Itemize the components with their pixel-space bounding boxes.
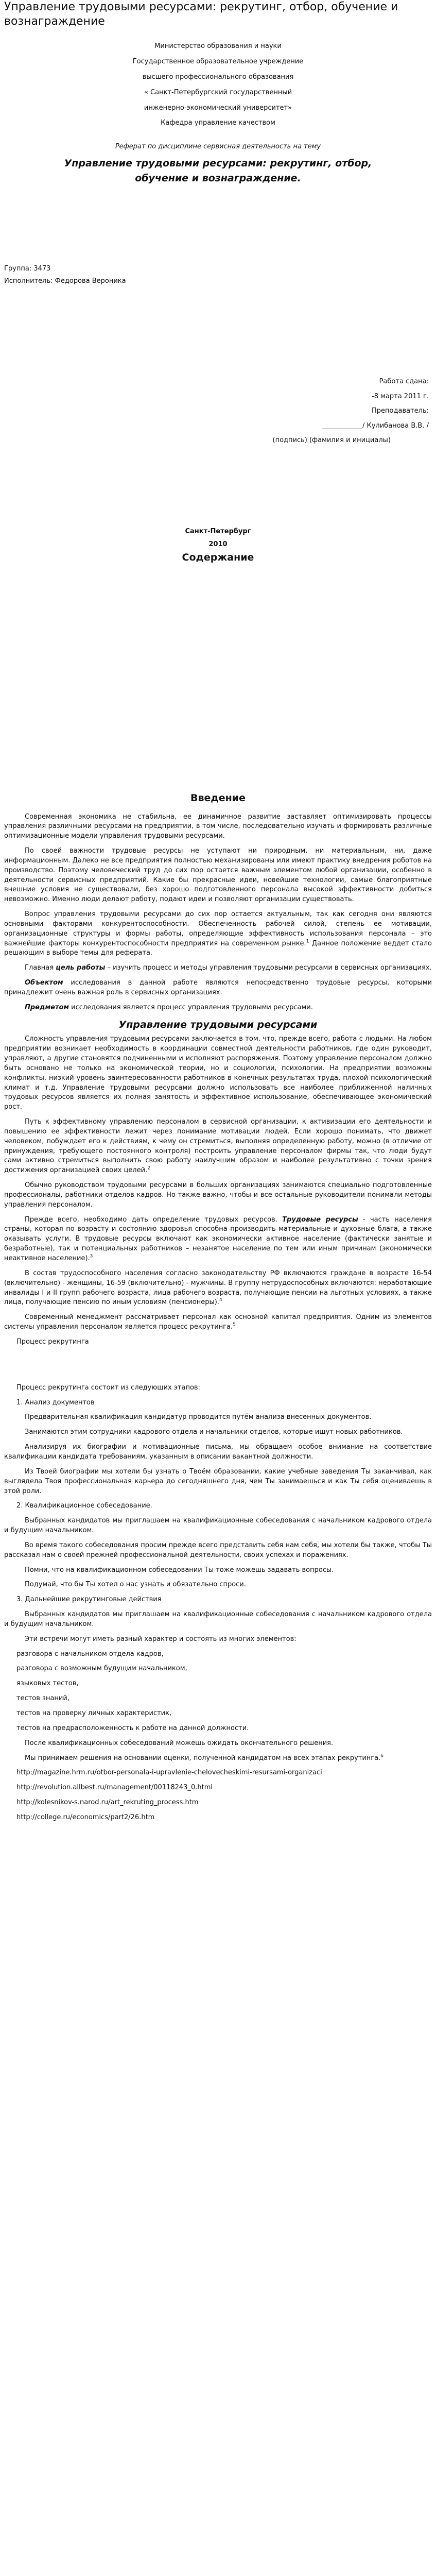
intro-paragraph (4, 910, 432, 958)
body-paragraph: В состав трудоспособного населения согласно законодательству РФ включаются граждане в возрасте 16-54 (включительно) - женщины, 16-59 (включительно) - мужчины. В группу нетрудоспособных включаются: неработающие инвалиды I и II групп рабочего возраста, лица рабочего возраста, получающие пенсии на льготных условиях, а также лица, получающие пенсию по иным условиям (пенсионеры).$^4$ (4, 1269, 432, 1307)
footnote-ref: 3 (90, 1253, 93, 1259)
list-item: тестов на проверку личных характеристик, (16, 1709, 172, 1717)
document-title: Управление трудовыми ресурсами: рекрутинг, отбор, обучение и вознаграждение (4, 1, 398, 28)
body-paragraph: Обычно руководством трудовыми ресурсами в больших организациях занимаются специально подготовленные профессионалы, работники отделов кадров. Но также важно, чтобы и все остальные руководители понимали методы управления персоналом. (4, 1181, 432, 1209)
stage-heading: 3. Дальнейшие рекрутинговые действия (16, 1596, 162, 1604)
stage-paragraph: Эти встречи могут иметь разный характер и состоять из многих элементов: (25, 1635, 297, 1643)
signature-block (4, 375, 432, 448)
stage-paragraph: Из Твоей биографии мы хотели бы узнать о Твоём образовании, какие учебные заведения Ты заканчивал, как выглядела Твоя профессиональная карьера до сегодняшнего дня, чем Ты занимаешься и как Ты себя оцениваешь в этой роли. (4, 1467, 432, 1495)
abstract-subtitle: Реферат по дисциплине сервисная деятельность на тему (115, 143, 321, 151)
recruit-label: Процесс рекрутинга (16, 1337, 89, 1346)
intro-paragraph: Современная экономика не стабильна, ее динамичное развитие заставляет оптимизировать процессы управления различными ресурсами на предприятии, в том числе, последовательно изучать и формировать различные оптимизационные модели управления трудовыми ресурсами. (4, 812, 432, 840)
list-item: разговора с возможным будущим начальником, (16, 1665, 187, 1673)
body-paragraph: Сложность управления трудовыми ресурсами заключается в том, что, прежде всего, работа с людьми. На любом предприятии возникает необходимость в координации совместной деятельности работников, где один руководит, управляют, а другие становятся подчиненными и исполняют распоряжения. Поэтому управление персоналом должно быть основано не только на экономической теории, но и социологии, психологии. На предприятии возможны конфликты, низкий уровень заинтересованности работников в конечных результатах труда, плохой психологический климат и т.д. Управление трудовыми ресурсами должно использовать все наиболее приближенной наличных трудовых ресурсов является их полная занятость и эффективное использование, обеспечивающее экономический рост. (4, 1035, 432, 1111)
stage-paragraph: Предварительная квалификация кандидатур проводится путём анализа внесенных документов. (25, 1413, 372, 1421)
goal-term: цель работы (56, 964, 106, 972)
body-paragraph: Путь к эффективному управлению персоналом в сервисной организации, к активизации его деятельности и повышению ее эффективности лежит через понимание мотивации людей. Если хорошо понимать, что движет человеком, побуждает его к действиям, к чему он стремиться, выполняя определенную работу, можно (в отличие от принуждения, требующего постоянного контроля) построить управление персоналом фирмы так, что люди будут сами активно стремиться выполнить свою работу наилучшим образом и наиболее результативно с точки зрения достижения организацией своих целей.$^2$ (4, 1118, 432, 1175)
intro-paragraph: По своей важности трудовые ресурсы не уступают ни природным, ни материальным, ни, даже информационным. Далеко не все предприятия полностью механизированы или имеют практику внедрения роботов на производство. Поэтому человеческий труд до сих пор остается важным элементом любой организации, особенно в деятельности сервисных предприятий. Какие бы прекрасные идеи, новейшие технологии, самые благоприятные внешние условия не существовали, без хорошо подготовленного персонала высокой эффективности добиться невозможно. Именно люди делают работу, подают идеи и позволяют организации существовать. (4, 847, 432, 904)
group-number: Группа: 3473 (4, 265, 51, 273)
institution-line: Министерство образования и науки (154, 42, 282, 50)
stage-paragraph: Мы принимаем решения на основании оценки, полученной кандидатом на всех этапах рекрутинга.$^6$ (25, 1753, 383, 1762)
stages-intro: Процесс рекрутинга состоит из следующих этапов: (16, 1383, 200, 1392)
stage-paragraph: Выбранных кандидатов мы приглашаем на квалификационные собеседования с начальником кадрового отдела и будущим начальником. (4, 1517, 432, 1535)
stage-paragraph: Анализируя их биографии и мотивационные письма, мы обращаем особое внимание на соответствие квалификации кандидата требованиям, указанным в описании вакантной должности. (4, 1443, 432, 1461)
reference-link[interactable]: http://magazine.hrm.ru/otbor-personala-i-upravlenie-chelovecheskimi-resursami-organizaci (16, 1769, 322, 1777)
object-term: Объектом (25, 979, 63, 987)
section-heading: Управление трудовыми ресурсами (118, 1019, 318, 1030)
object-paragraph: Объектом исследования в данной работе являются непосредственно трудовые ресурсы, которыми принадлежит очень важная роль в сервисных организациях. (4, 979, 432, 996)
institution-line: инженерно-экономический университет» (144, 104, 292, 112)
footnote-ref: 5 (233, 1322, 236, 1328)
list-item: языковых тестов, (16, 1680, 79, 1688)
subject-paragraph: Предметом исследования является процесс управления трудовыми ресурсами. (25, 1003, 313, 1011)
list-item: тестов на предрасположенность к работе на данной должности. (16, 1724, 249, 1732)
institution-line: высшего профессионального образования (142, 73, 294, 81)
reference-link[interactable]: http://college.ru/economics/part2/26.htm (16, 1813, 155, 1821)
work-title: Управление трудовыми ресурсами: рекрутинг, отбор, обучение и вознаграждение. (64, 158, 372, 184)
institution-line: « Санкт-Петербургский государственный (144, 88, 292, 96)
institution-line: Кафедра управление качеством (161, 119, 275, 127)
subject-term: Предметом (25, 1003, 69, 1011)
stage-paragraph: Во время такого собеседования просим прежде всего представить себя нам себя, мы хотели бы также, чтобы Ты рассказал нам о своей прежней профессиональной деятельности, своих успехах и поражениях. (4, 1541, 432, 1559)
footnote-ref: 2 (147, 1165, 150, 1171)
teacher-name: ____________/ Кулибанова В.В. / (322, 421, 429, 430)
intro-text: Данное положение веддет стало решающим в выборе темы для реферата. (4, 939, 432, 957)
stage-paragraph: После квалификационных собеседований можешь ожидать окончательного решения. (25, 1739, 334, 1747)
definition-term: Трудовые ресурсы (282, 1215, 358, 1224)
list-item: разговора с начальником отдела кадров, (16, 1650, 164, 1658)
year: 2010 (208, 540, 228, 548)
institution-block (4, 39, 432, 131)
submitted-label: Работа сдана: (379, 377, 429, 385)
stage-heading: 2. Квалификационное собеседование. (16, 1502, 152, 1510)
institution-line: Государственное образовательное учреждение (132, 57, 304, 65)
reference-link[interactable]: http://revolution.allbest.ru/management/00118243_0.html (16, 1784, 213, 1792)
stage-paragraph: Занимаются этим сотрудники кадрового отдела и начальники отделов, которые ищут новых работников. (25, 1428, 403, 1436)
intro-heading: Введение (190, 792, 246, 804)
submitted-date: -8 марта 2011 г. (372, 392, 429, 400)
stage-paragraph: Выбранных кандидатов мы приглашаем на квалификационные собеседования с начальником кадрового отдела и будущим начальником. (4, 1611, 432, 1628)
footnote-ref: 4 (219, 1298, 222, 1303)
list-item: тестов знаний, (16, 1694, 69, 1703)
performer-name: Исполнитель: Федорова Вероника (4, 277, 126, 285)
stage-paragraph: Подумай, что бы Ты хотел о нас узнать и обязательно спроси. (25, 1581, 246, 1589)
body-paragraph: Прежде всего, необходимо дать определение трудовых ресурсов. Трудовые ресурсы - часть населения страны, которая по возрасту и состоянию здоровья способна производить материальные и духовные блага, а также оказывать услуги. В трудовые ресурсы включают как экономически активное население (фактически занятые и безработные), так и потенциальных работников – незанятое население по тем или иным причинам (экономически неактивное население).$^3$ (4, 1215, 432, 1262)
intro-text: Вопрос управления трудовыми ресурсами до сих пор остается актуальным, так как сегодня они являются основными факторами конкурентоспособности. Обеспеченность рабочей силой, степень ее мотивации, организационные структуры и формы работы, определяющие эффективность использования персонала – это важнейшие факторы конкурентоспособности предприятия на современном рынке. (4, 910, 432, 947)
contents-heading: Содержание (182, 552, 254, 564)
city: Санкт-Петербург (185, 527, 251, 535)
teacher-label: Преподаватель: (372, 407, 429, 415)
signature-caption: (подпись) (фамилия и инициалы) (272, 436, 391, 445)
goal-paragraph: Главная цель работы – изучить процесс и методы управления трудовыми ресурсами в сервисных организациях. (25, 964, 432, 972)
stage-heading: 1. Анализ документов (16, 1398, 95, 1406)
reference-link[interactable]: http://kolesnikov-s.narod.ru/art_rekruting_process.htm (16, 1799, 199, 1807)
body-paragraph: Современный менеджмент рассматривает персонал как основной капитал предприятия. Одним из элементов системы управления персоналом является процесс рекрутинга.$^5$ (4, 1313, 432, 1331)
stage-paragraph: Помни, что на квалификационном собеседовании Ты тоже можешь задавать вопросы. (25, 1566, 334, 1574)
footnote-ref: 1 (306, 939, 309, 944)
footnote-ref: 6 (380, 1753, 383, 1759)
